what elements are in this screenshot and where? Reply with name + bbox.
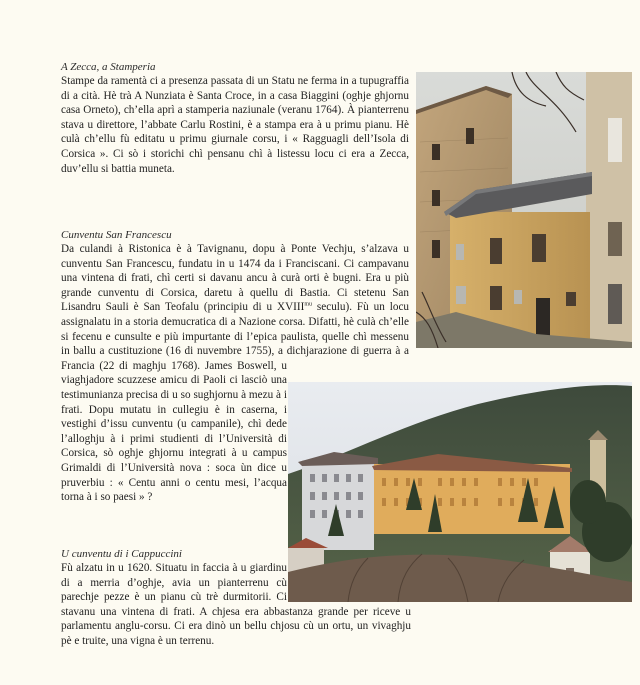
section-body-san-francescu-text: Da culandi à Ristonica è à Tavignanu, dopu à Ponte Vechju, s’alzava u cunventu San Francescu, fundatu in u 1474 da i Franciscani. Ci campavanu una vintena di frati, chì certi si davanu ancu à curà orti è bugni. Era u più grande cunventu di Corsica, daretu à quellu di Bastia. Ci stetenu San Lisandru Sauli è San Teofalu (principiu di u $XVIII^{mu}$ seculu). Fù un locu assignalatu in a storia demucratica di a Nazione corsa. Difatti, hè culà ch’elle si fecenu e cunsulte e più impurtante di l’epica paulista, quelle chì messenu in ballu a custituzione (16 di nuvembre 1755), a dichjarazione di guerra à a Francia (22 di maghju 1768). James Boswell, u viaghjadore scuzzese amicu di Paoli ci lasciò una testimunianza precisa di u so sughjornu à mezu à i frati. Dopu mutatu in cullegiu è in caserna, i vestighi d’issu cunventu (u campanile), chì dede l’alloghju à i primi studienti di l’Università di Corsica, sò oghje ghjornu integrati à u campus Grimaldi di l’Università nova : soca ùn dice u pruverbiu : « Centu anni o centu mesi, l’acqua torna à i so paesi » ?	[61, 243, 409, 504]
section-heading-san-francescu: Cunventu San Francescu	[61, 229, 172, 241]
section-body-cappuccini: Fù alzatu in u 1620. Situatu in faccia à u giardinu di a merria d’oghje, avia un pianterrenu cù parechje pezze è un pianu cù trè durmitorii. Ci stavanu una vintena di frati. A chjesa era abbastanza grande per riceve u parlamentu anglu-corsu. Ci era dinò un bellu chjosu cù un ortu, un vivaghju pè e truite, una vigna è un terrenu.	[61, 562, 411, 647]
section-body-zecca: Stampe da ramentà ci a presenza passata di un Statu ne ferma in a tupugraffia di a cità. Hè trà A Nunziata è Santa Croce, in a casa Biaggini (oghje ghjornu casa Orneto), ch’ella aprì a stamperia naziunale (veranu 1764). À pianterrenu stava u direttore, l’abbate Carlu Rostini, è a stampa era à u primu pianu. Hè culà ch’ellu fù editatu u primu giurnale corsu, i « Ragguagli dell’Isola di Corsica ». Ci sò i storichi chì pensanu chì à listessu locu ci era a Zecca, duv’ellu si battia muneta.	[61, 75, 409, 175]
section-heading-cappuccini: U cunventu di i Cappuccini	[61, 548, 182, 560]
section-heading-zecca: A Zecca, a Stamperia	[61, 61, 156, 73]
